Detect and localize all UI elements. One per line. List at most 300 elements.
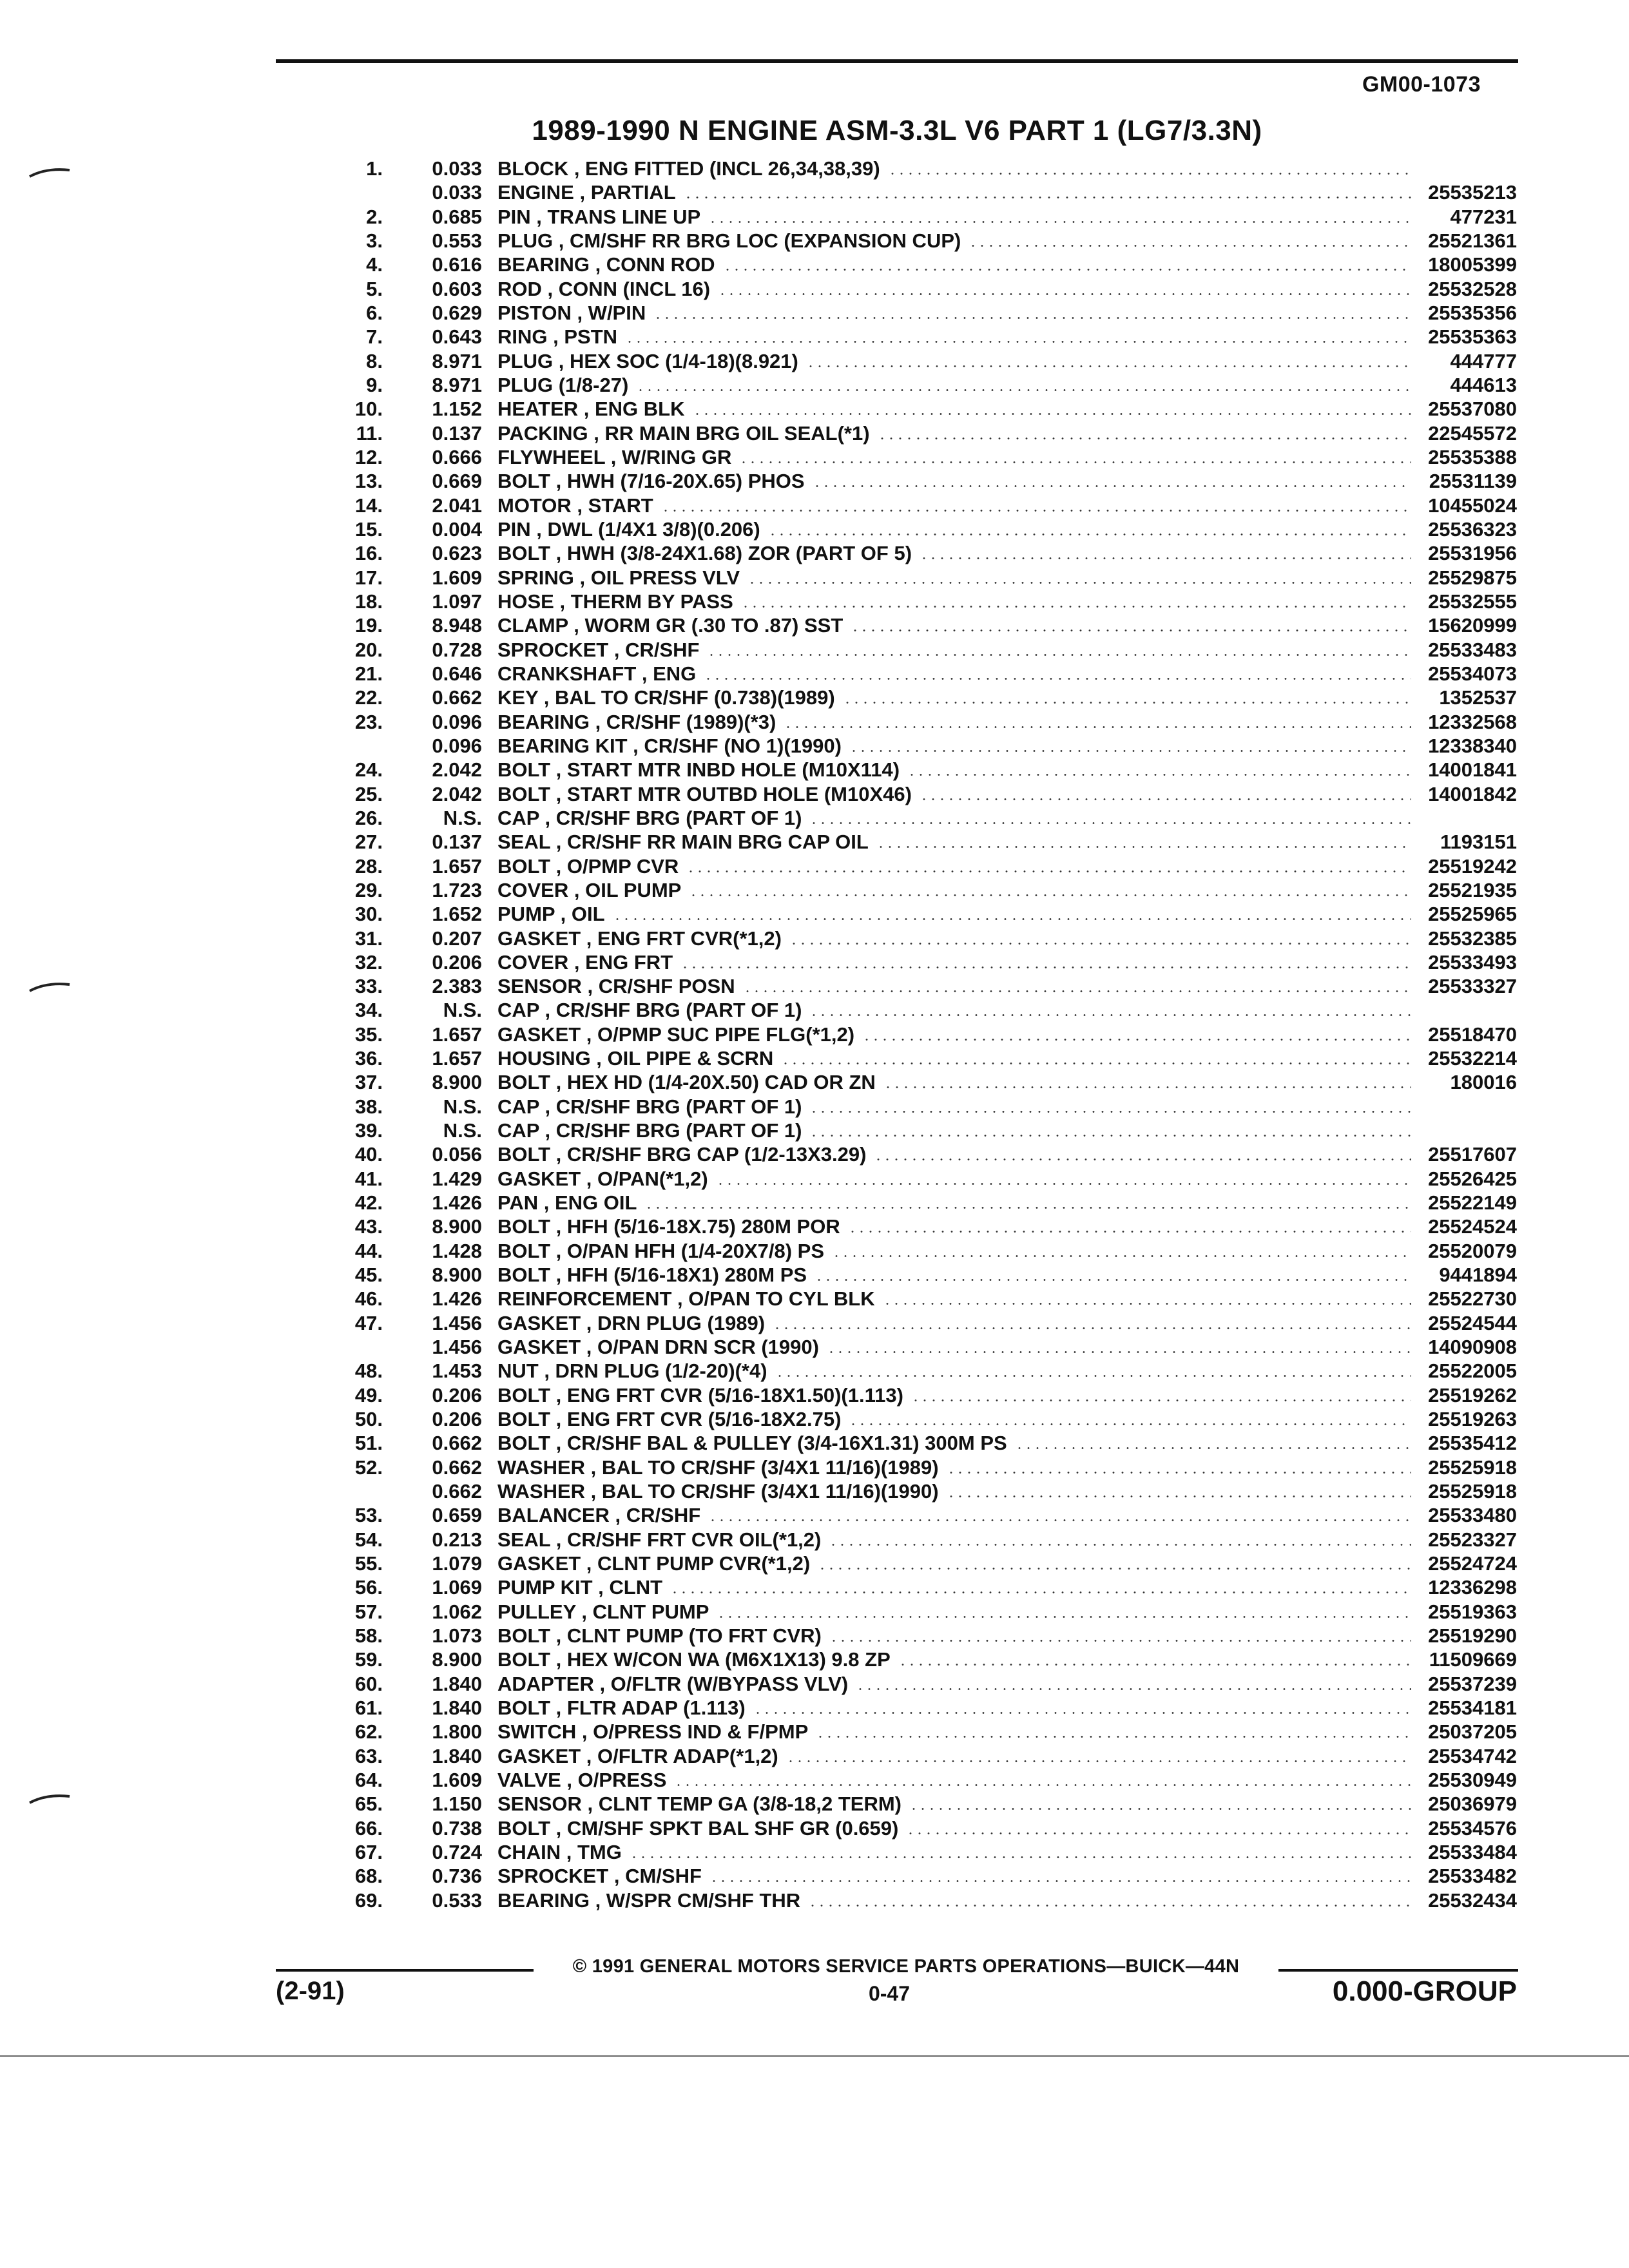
part-description: SEAL , CR/SHF FRT CVR OIL(*1,2) — [497, 1528, 822, 1551]
list-item — [0, 1503, 1629, 1527]
list-item — [0, 1383, 1629, 1407]
list-item — [0, 1648, 1629, 1671]
group-number: N.S. — [443, 1095, 482, 1118]
item-number: 51. — [354, 1432, 383, 1455]
part-number: 25525965 — [1428, 903, 1517, 926]
part-description: GASKET , DRN PLUG (1989) — [497, 1311, 766, 1334]
list-item — [0, 1528, 1629, 1552]
part-description: COVER , ENG FRT — [497, 950, 673, 974]
list-item — [0, 1311, 1629, 1335]
description-cell — [497, 662, 1411, 686]
list-item — [0, 1191, 1629, 1215]
item-number: 43. — [354, 1215, 383, 1238]
dot-leader — [832, 1255, 1411, 1257]
description-cell — [497, 1575, 1411, 1599]
item-number: 32. — [354, 950, 383, 974]
item-number: 64. — [354, 1768, 383, 1791]
group-number: 0.096 — [432, 710, 482, 733]
list-item — [0, 830, 1629, 854]
part-description: PUMP KIT , CLNT — [497, 1576, 663, 1599]
description-cell — [497, 325, 1411, 349]
dot-leader — [630, 1856, 1411, 1858]
description-cell — [497, 1142, 1411, 1166]
dot-leader — [818, 1568, 1411, 1570]
item-number: 16. — [354, 542, 383, 565]
group-number: 0.616 — [432, 253, 482, 276]
part-number: 25524544 — [1428, 1311, 1517, 1334]
item-number: 30. — [354, 903, 383, 926]
item-number: 36. — [354, 1047, 383, 1070]
item-number: 68. — [354, 1865, 383, 1888]
part-description: PUMP , OIL — [497, 903, 605, 926]
part-number: 25521935 — [1428, 878, 1517, 901]
group-number: 1.456 — [432, 1336, 482, 1359]
list-item — [0, 950, 1629, 974]
description-cell — [497, 1456, 1411, 1479]
part-description: BOLT , CR/SHF BAL & PULLEY (3/4-16X1.31) 300M PS — [497, 1432, 1007, 1455]
dot-leader — [768, 533, 1411, 535]
group-number: 0.206 — [432, 1408, 482, 1431]
part-number: 25036979 — [1428, 1792, 1517, 1816]
item-number: 60. — [354, 1672, 383, 1695]
dot-leader — [947, 1495, 1411, 1497]
list-item — [0, 1792, 1629, 1816]
dot-leader — [815, 1279, 1411, 1281]
group-number: 0.662 — [432, 1480, 482, 1503]
description-cell — [497, 277, 1411, 301]
group-number: 8.948 — [432, 614, 482, 637]
list-item — [0, 1095, 1629, 1119]
item-number: 12. — [354, 445, 383, 468]
list-item — [0, 927, 1629, 950]
part-number: 11509669 — [1429, 1648, 1517, 1671]
description-cell — [497, 1119, 1411, 1142]
part-number: 25521361 — [1428, 229, 1517, 252]
group-number: 2.383 — [432, 975, 482, 998]
footer-rule-right — [1278, 1969, 1518, 1972]
dot-leader — [653, 317, 1411, 319]
item-number: 54. — [354, 1528, 383, 1551]
item-number: 3. — [366, 229, 383, 252]
item-number: 22. — [354, 686, 383, 709]
description-cell — [497, 638, 1411, 662]
dot-leader — [693, 413, 1412, 415]
part-number: 9441894 — [1439, 1264, 1517, 1287]
description-cell — [497, 1095, 1411, 1119]
item-number: 66. — [354, 1816, 383, 1840]
list-item — [0, 1768, 1629, 1792]
part-description: WASHER , BAL TO CR/SHF (3/4X1 11/16)(1989) — [497, 1456, 939, 1479]
dot-leader — [888, 173, 1411, 175]
list-item — [0, 1046, 1629, 1070]
group-number: 0.662 — [432, 1432, 482, 1455]
item-number: 33. — [354, 975, 383, 998]
part-number: 25525918 — [1428, 1456, 1517, 1479]
part-number: 25524524 — [1428, 1215, 1517, 1238]
item-number: 49. — [354, 1383, 383, 1407]
group-number: 2.042 — [432, 758, 482, 782]
part-description: PULLEY , CLNT PUMP — [497, 1600, 709, 1623]
part-description: BALANCER , CR/SHF — [497, 1504, 701, 1527]
description-cell — [497, 1070, 1411, 1094]
list-item — [0, 1407, 1629, 1431]
list-item — [0, 421, 1629, 445]
list-item — [0, 325, 1629, 349]
group-number: 0.669 — [432, 470, 482, 493]
dot-leader — [723, 269, 1411, 271]
part-description: SENSOR , CR/SHF POSN — [497, 975, 735, 998]
description-cell — [497, 830, 1411, 854]
description-cell — [497, 349, 1411, 373]
description-cell — [497, 1768, 1411, 1792]
part-description: CLAMP , WORM GR (.30 TO .87) SST — [497, 614, 843, 637]
group-number: 2.042 — [432, 782, 482, 805]
item-number: 13. — [354, 470, 383, 493]
description-cell — [497, 1287, 1411, 1311]
description-cell — [497, 1023, 1411, 1046]
part-number: 14001842 — [1428, 782, 1517, 805]
list-item — [0, 1600, 1629, 1624]
dot-leader — [708, 221, 1411, 223]
part-description: VALVE , O/PRESS — [497, 1768, 667, 1791]
group-number: 0.736 — [432, 1865, 482, 1888]
dot-leader — [809, 1014, 1411, 1016]
part-description: REINFORCEMENT , O/PAN TO CYL BLK — [497, 1287, 875, 1311]
description-cell — [497, 1624, 1411, 1648]
list-item — [0, 1888, 1629, 1912]
item-number: 50. — [354, 1408, 383, 1431]
dot-leader — [874, 1158, 1411, 1160]
part-description: COVER , OIL PUMP — [497, 878, 682, 901]
list-item — [0, 1840, 1629, 1864]
description-cell — [497, 1191, 1411, 1215]
list-item — [0, 494, 1629, 517]
dot-leader — [851, 629, 1411, 631]
description-cell — [497, 205, 1411, 229]
part-number: 25533484 — [1428, 1840, 1517, 1863]
part-description: SEAL , CR/SHF RR MAIN BRG CAP OIL — [497, 831, 869, 854]
item-number: 46. — [354, 1287, 383, 1311]
part-number: 25519363 — [1428, 1600, 1517, 1623]
dot-leader — [883, 1303, 1411, 1305]
list-item — [0, 1287, 1629, 1311]
group-number: 8.971 — [432, 373, 482, 396]
dot-leader — [743, 990, 1411, 992]
footer-rule-left — [276, 1969, 534, 1972]
group-number: 0.666 — [432, 445, 482, 468]
group-number: 0.724 — [432, 1840, 482, 1863]
part-description: BEARING KIT , CR/SHF (NO 1)(1990) — [497, 734, 842, 757]
item-number: 11. — [356, 421, 383, 445]
description-cell — [497, 782, 1411, 806]
part-number: 477231 — [1450, 205, 1517, 228]
dot-leader — [827, 1351, 1411, 1353]
item-number: 44. — [354, 1239, 383, 1262]
list-item — [0, 445, 1629, 469]
dot-leader — [741, 606, 1411, 608]
dot-leader — [806, 365, 1411, 367]
part-number: 22545572 — [1428, 421, 1517, 445]
part-description: BEARING , CONN ROD — [497, 253, 715, 276]
part-description: ADAPTER , O/FLTR (W/BYPASS VLV) — [497, 1672, 849, 1695]
part-number: 25534073 — [1428, 662, 1517, 685]
part-number: 25537239 — [1428, 1672, 1517, 1695]
part-number: 10455024 — [1428, 494, 1517, 517]
dot-leader — [849, 750, 1411, 752]
part-number: 444777 — [1450, 349, 1517, 372]
part-description: CAP , CR/SHF BRG (PART OF 1) — [497, 999, 802, 1022]
dot-leader — [786, 1760, 1411, 1762]
item-number: 6. — [366, 301, 383, 324]
part-number: 14001841 — [1428, 758, 1517, 782]
group-number: 1.152 — [432, 398, 482, 421]
item-number: 31. — [354, 927, 383, 950]
part-number: 25535213 — [1428, 181, 1517, 204]
description-cell — [497, 734, 1411, 758]
list-item — [0, 541, 1629, 565]
list-item — [0, 1720, 1629, 1744]
part-number: 180016 — [1450, 1071, 1517, 1094]
group-number: N.S. — [443, 1119, 482, 1142]
list-item — [0, 253, 1629, 276]
group-number: 1.062 — [432, 1600, 482, 1623]
dot-leader — [670, 1591, 1411, 1593]
part-description: CHAIN , TMG — [497, 1840, 622, 1863]
description-cell — [497, 974, 1411, 998]
group-number: 0.553 — [432, 229, 482, 252]
list-item — [0, 1263, 1629, 1287]
description-cell — [497, 686, 1411, 709]
list-item — [0, 349, 1629, 373]
part-description: BOLT , CR/SHF BRG CAP (1/2-13X3.29) — [497, 1143, 867, 1166]
part-number: 25519262 — [1428, 1383, 1517, 1407]
description-cell — [497, 1239, 1411, 1263]
group-number: 0.096 — [432, 734, 482, 757]
part-number: 14090908 — [1428, 1336, 1517, 1359]
list-item — [0, 878, 1629, 902]
item-number: 7. — [366, 325, 383, 349]
item-number: 10. — [354, 398, 383, 421]
part-description: ENGINE , PARTIAL — [497, 181, 676, 204]
group-number: 1.609 — [432, 1768, 482, 1791]
dot-leader — [704, 678, 1411, 680]
group-number: 0.728 — [432, 638, 482, 661]
part-description: SPRING , OIL PRESS VLV — [497, 566, 740, 589]
dot-leader — [709, 1880, 1411, 1882]
part-number: 25520079 — [1428, 1239, 1517, 1262]
description-cell — [497, 902, 1411, 926]
part-description: PISTON , W/PIN — [497, 301, 646, 324]
part-number: 25524724 — [1428, 1552, 1517, 1575]
description-cell — [497, 1792, 1411, 1816]
part-description: BOLT , START MTR OUTBD HOLE (M10X46) — [497, 782, 912, 805]
item-number: 26. — [354, 806, 383, 829]
group-number: 1.652 — [432, 903, 482, 926]
part-description: GASKET , O/PAN DRN SCR (1990) — [497, 1336, 819, 1359]
list-item — [0, 1119, 1629, 1142]
part-description: GASKET , O/FLTR ADAP(*1,2) — [497, 1744, 778, 1767]
list-item — [0, 1479, 1629, 1503]
list-item — [0, 1215, 1629, 1238]
group-number: 1.073 — [432, 1624, 482, 1648]
part-description: ROD , CONN (INCL 16) — [497, 277, 711, 300]
part-description: BOLT , HWH (7/16-20X.65) PHOS — [497, 470, 805, 493]
group-number: 2.041 — [432, 494, 482, 517]
dot-leader — [661, 510, 1411, 512]
part-description: BOLT , HFH (5/16-18X1) 280M PS — [497, 1264, 807, 1287]
description-cell — [497, 1359, 1411, 1383]
part-description: GASKET , CLNT PUMP CVR(*1,2) — [497, 1552, 811, 1575]
item-number: 42. — [354, 1191, 383, 1215]
part-description: PAN , ENG OIL — [497, 1191, 637, 1215]
dot-leader — [878, 437, 1411, 439]
group-number: 8.900 — [432, 1071, 482, 1094]
description-cell — [497, 445, 1411, 469]
list-item — [0, 566, 1629, 590]
group-number: 1.426 — [432, 1191, 482, 1215]
description-cell — [497, 1600, 1411, 1624]
part-description: MOTOR , START — [497, 494, 653, 517]
dot-leader — [636, 389, 1411, 391]
group-number: N.S. — [443, 806, 482, 829]
description-cell — [497, 854, 1411, 878]
part-number: 15620999 — [1428, 614, 1517, 637]
part-description: BOLT , ENG FRT CVR (5/16-18X2.75) — [497, 1408, 842, 1431]
dot-leader — [674, 1784, 1411, 1786]
group-number: 1.426 — [432, 1287, 482, 1311]
part-description: CAP , CR/SHF BRG (PART OF 1) — [497, 806, 802, 829]
item-number: 37. — [354, 1071, 383, 1094]
part-number: 25526425 — [1428, 1167, 1517, 1190]
dot-leader — [680, 966, 1411, 968]
part-number: 25522149 — [1428, 1191, 1517, 1215]
group-number: 0.659 — [432, 1504, 482, 1527]
item-number: 61. — [354, 1696, 383, 1719]
description-cell — [497, 1840, 1411, 1864]
list-item — [0, 974, 1629, 998]
dot-leader — [789, 943, 1411, 945]
description-cell — [497, 998, 1411, 1022]
item-number: 57. — [354, 1600, 383, 1623]
part-number: 25535388 — [1428, 445, 1517, 468]
dot-leader — [784, 726, 1411, 728]
dot-leader — [909, 1808, 1411, 1810]
part-number: 25529875 — [1428, 566, 1517, 589]
list-item — [0, 902, 1629, 926]
group-number: 0.206 — [432, 950, 482, 974]
part-description: GASKET , O/PMP SUC PIPE FLG(*1,2) — [497, 1023, 855, 1046]
description-cell — [497, 1744, 1411, 1768]
part-description: KEY , BAL TO CR/SHF (0.738)(1989) — [497, 686, 835, 709]
item-number: 8. — [366, 349, 383, 372]
list-item — [0, 373, 1629, 397]
part-number: 25535356 — [1428, 301, 1517, 324]
dot-leader — [773, 1327, 1411, 1329]
part-description: HOUSING , OIL PIPE & SCRN — [497, 1047, 774, 1070]
item-number: 40. — [354, 1143, 383, 1166]
dot-leader — [775, 1375, 1411, 1377]
part-number: 25519263 — [1428, 1408, 1517, 1431]
part-number: 12338340 — [1428, 734, 1517, 757]
dot-leader — [644, 1207, 1411, 1209]
group-number: 1.609 — [432, 566, 482, 589]
item-number: 24. — [354, 758, 383, 782]
item-number: 39. — [354, 1119, 383, 1142]
group-number: 1.069 — [432, 1576, 482, 1599]
part-description: BEARING , CR/SHF (1989)(*3) — [497, 710, 776, 733]
group-label: 0.000-GROUP — [1332, 1975, 1517, 2007]
description-cell — [497, 950, 1411, 974]
group-number: 8.900 — [432, 1648, 482, 1671]
group-number: 1.456 — [432, 1311, 482, 1334]
item-number: 5. — [366, 277, 383, 300]
item-number: 63. — [354, 1744, 383, 1767]
description-cell — [497, 1431, 1411, 1455]
list-item — [0, 638, 1629, 662]
dot-leader — [907, 774, 1411, 776]
dot-leader — [969, 245, 1411, 247]
description-cell — [497, 878, 1411, 902]
group-number: 8.971 — [432, 349, 482, 372]
item-number: 62. — [354, 1720, 383, 1744]
part-number: 12336298 — [1428, 1576, 1517, 1599]
group-number: 1.657 — [432, 854, 482, 878]
list-item — [0, 1456, 1629, 1479]
part-description: GASKET , ENG FRT CVR(*1,2) — [497, 927, 782, 950]
list-item — [0, 1864, 1629, 1888]
part-number: 25535412 — [1428, 1432, 1517, 1455]
part-number: 12332568 — [1428, 710, 1517, 733]
description-cell — [497, 1720, 1411, 1744]
part-number: 25533483 — [1428, 638, 1517, 661]
description-cell — [497, 710, 1411, 734]
group-number: 0.738 — [432, 1816, 482, 1840]
dot-leader — [813, 485, 1411, 487]
description-cell — [497, 806, 1411, 830]
description-cell — [497, 253, 1411, 276]
group-number: 1.097 — [432, 590, 482, 613]
dot-leader — [920, 798, 1411, 800]
description-cell — [497, 373, 1411, 397]
copyright-notice: © 1991 GENERAL MOTORS SERVICE PARTS OPERATIONS—BUICK—44N — [572, 1956, 1240, 1977]
description-cell — [497, 517, 1411, 541]
list-item — [0, 1696, 1629, 1720]
dot-leader — [809, 1111, 1411, 1113]
item-number: 9. — [366, 373, 383, 396]
list-item — [0, 590, 1629, 613]
description-cell — [497, 494, 1411, 517]
group-number: 1.453 — [432, 1360, 482, 1383]
item-number: 65. — [354, 1792, 383, 1816]
list-item — [0, 734, 1629, 758]
part-number: 25532385 — [1428, 927, 1517, 950]
part-number: 25518470 — [1428, 1023, 1517, 1046]
dot-leader — [906, 1832, 1411, 1834]
item-number: 38. — [354, 1095, 383, 1118]
dot-leader — [707, 654, 1411, 656]
list-item — [0, 397, 1629, 421]
list-item — [0, 469, 1629, 493]
item-number: 56. — [354, 1576, 383, 1599]
list-item — [0, 277, 1629, 301]
item-number: 59. — [354, 1648, 383, 1671]
dot-leader — [718, 293, 1411, 295]
group-number: 1.840 — [432, 1744, 482, 1767]
part-number: 25531956 — [1428, 542, 1517, 565]
part-description: NUT , DRN PLUG (1/2-20)(*4) — [497, 1360, 767, 1383]
part-number: 25533480 — [1428, 1504, 1517, 1527]
part-description: HEATER , ENG BLK — [497, 398, 685, 421]
